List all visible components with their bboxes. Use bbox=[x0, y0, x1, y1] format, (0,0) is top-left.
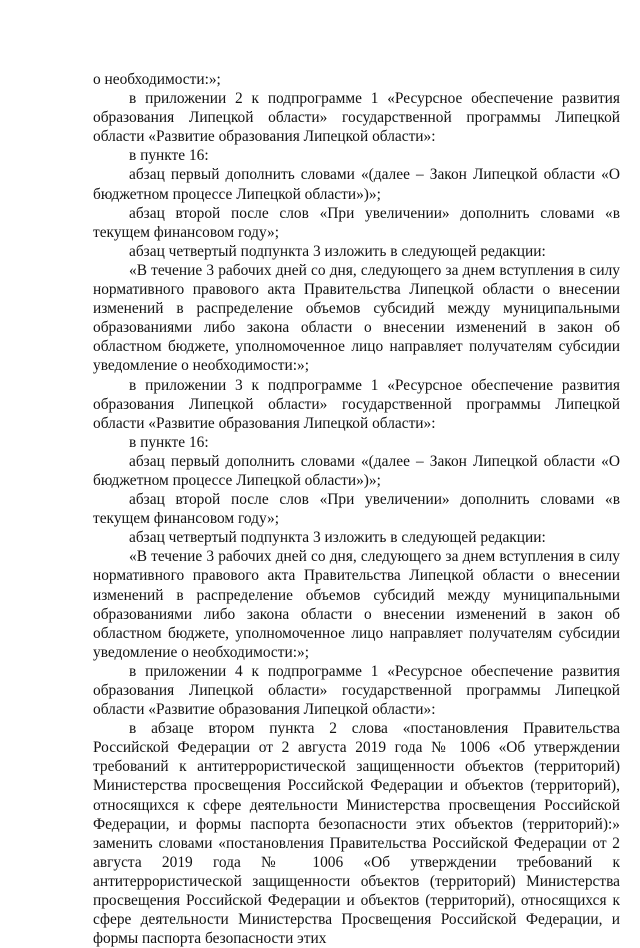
paragraph-quote-b: «В течение 3 рабочих дней со дня, следующего за днем вступления в силу нормативного правового акта Правительства Липецкой области о внесении изменений в распределение объемов субсидий между муниципальными образованиями либо закона области о внесении изменений в закон об областном бюджете, уполномоченное лицо направляет получателям субсидии уведомление о необходимости:»; bbox=[93, 548, 620, 661]
paragraph-continuation: о необходимости:»; bbox=[93, 71, 221, 88]
paragraph-abzac-4-a: абзац четвертый подпункта 3 изложить в следующей редакции: bbox=[129, 242, 546, 260]
paragraph-abzac-2-a: абзац второй после слов «При увеличении» дополнить словами «в текущем финансовом году»; bbox=[93, 204, 620, 241]
paragraph-abzac-2-b: абзац второй после слов «При увеличении» дополнить словами «в текущем финансовом году»; bbox=[93, 491, 620, 528]
paragraph-point-16-b: в пункте 16: bbox=[129, 433, 209, 451]
paragraph-appendix-4-intro: в приложении 4 к подпрограмме 1 «Ресурсное обеспечение развития образования Липецкой области» государственной программы Липецкой области «Развитие образования Липецкой области»: bbox=[93, 662, 620, 719]
paragraph-abzac-4-b: абзац четвертый подпункта 3 изложить в следующей редакции: bbox=[129, 529, 546, 547]
paragraph-quote-a: «В течение 3 рабочих дней со дня, следующего за днем вступления в силу нормативного правового акта Правительства Липецкой области о внесении изменений в распределение объемов субсидий между муниципальными образованиями либо закона области о внесении изменений в закон об областном бюджете, уполномоченное лицо направляет получателям субсидии уведомление о необходимости:»; bbox=[93, 261, 620, 375]
paragraph-point-16-a: в пункте 16: bbox=[129, 147, 209, 165]
paragraph-point-2-amendment: в абзаце втором пункта 2 слова «постановления Правительства Российской Федерации от 2 августа 2019 года № 1006 «Об утверждении требований к антитеррористической защищенности объектов (территорий) Министерства просвещения Российской Федерации и объектов (территорий), относящихся к сфере деятельности Министерства просвещения Российской Федерации, и формы паспорта безопасности этих объектов (территорий):» заменить словами «постановления Правительства Российской Федерации от 2 августа 2019 года № 1006 «Об утверждении требований к антитеррористической защищенности объектов (территорий) Министерства просвещения Российской Федерации и объектов (территорий), относящихся к сфере деятельности Министерства Просвещения Российской Федерации, и формы паспорта безопасности этих bbox=[93, 720, 620, 948]
paragraph-appendix-3-intro: в приложении 3 к подпрограмме 1 «Ресурсное обеспечение развития образования Липецкой области» государственной программы Липецкой области «Развитие образования Липецкой области»: bbox=[93, 376, 620, 432]
paragraph-abzac-1-a: абзац первый дополнить словами «(далее – Закон Липецкой области «О бюджетном процессе Липецкой области»)»; bbox=[93, 166, 620, 203]
paragraph-abzac-1-b: абзац первый дополнить словами «(далее – Закон Липецкой области «О бюджетном процессе Липецкой области»)»; bbox=[93, 452, 620, 489]
document-page bbox=[93, 70, 620, 948]
paragraph-appendix-2-intro: в приложении 2 к подпрограмме 1 «Ресурсное обеспечение развития образования Липецкой области» государственной программы Липецкой области «Развитие образования Липецкой области»: bbox=[93, 90, 620, 146]
